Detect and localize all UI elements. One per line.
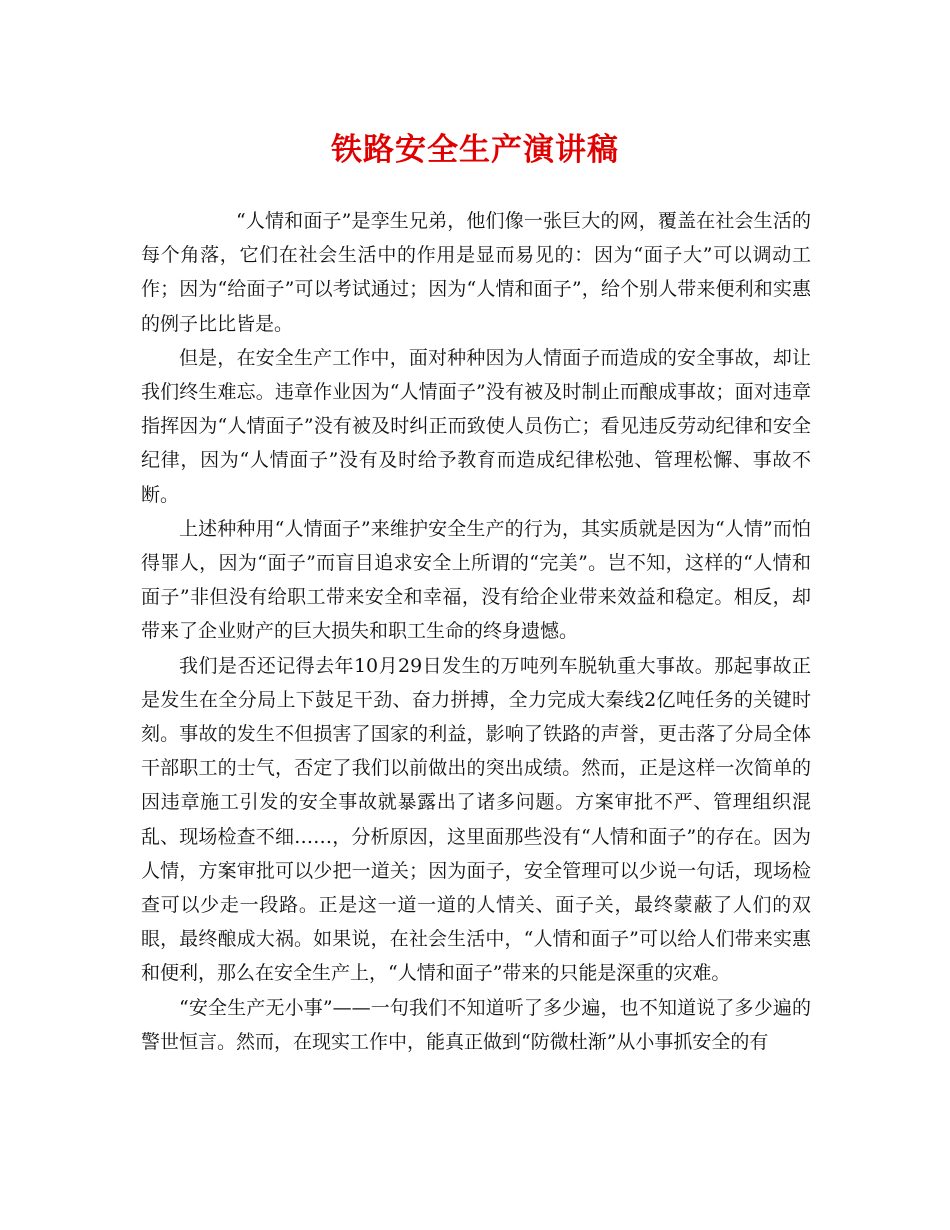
document-body [141,204,811,1059]
paragraph: “安全生产无小事”——一句我们不知道听了多少遍，也不知道说了多少遍的警世恒言。然而，在现实工作中，能真正做到“防微杜渐”从小事抓安全的有 [141,996,811,1053]
document-title: 铁路安全生产演讲稿 [331,132,619,168]
paragraph: 但是，在安全生产工作中，面对种种因为人情面子而造成的安全事故，却让我们终生难忘。违章作业因为“人情面子”没有被及时制止而酿成事故；面对违章指挥因为“人情面子”没有被及时纠正而致使人员伤亡；看见违反劳动纪律和安全纪律，因为“人情面子”没有及时给予教育而造成纪律松弛、管理松懈、事故不断。 [141,346,811,506]
paragraph: 我们是否还记得去年10月29日发生的万吨列车脱轨重大事故。那起事故正是发生在全分局上下鼓足干劲、奋力拼搏，全力完成大秦线2亿吨任务的关键时刻。事故的发生不但损害了国家的利益，影响了铁路的声誉，更击落了分局全体干部职工的士气，否定了我们以前做出的突出成绩。然而，正是这样一次简单的因违章施工引发的安全事故就暴露出了诸多问题。方案审批不严、管理组织混乱、现场检查不细……，分析原因，这里面那些没有“人情和面子”的存在。因为人情，方案审批可以少把一道关；因为面子，安全管理可以少说一句话，现场检查可以少走一段路。正是这一道一道的人情关、面子关，最终蒙蔽了人们的双眼，最终酿成大祸。如果说，在社会生活中，“人情和面子”可以给人们带来实惠和便利，那么在安全生产上，“人情和面子”带来的只能是深重的灾难。 [141,654,811,985]
paragraph: 上述种种用“人情面子”来维护安全生产的行为，其实质就是因为“人情”而怕得罪人，因为“面子”而盲目追求安全上所谓的“完美”。岂不知，这样的“人情和面子”非但没有给职工带来安全和幸福，没有给企业带来效益和稳定。相反，却带来了企业财产的巨大损失和职工生命的终身遗憾。 [141,517,811,643]
paragraph: “人情和面子”是孪生兄弟，他们像一张巨大的网，覆盖在社会生活的每个角落，它们在社会生活中的作用是显而易见的：因为“面子大”可以调动工作；因为“给面子”可以考试通过；因为“人情和面子”，给个别人带来便利和实惠的例子比比皆是。 [141,210,811,335]
